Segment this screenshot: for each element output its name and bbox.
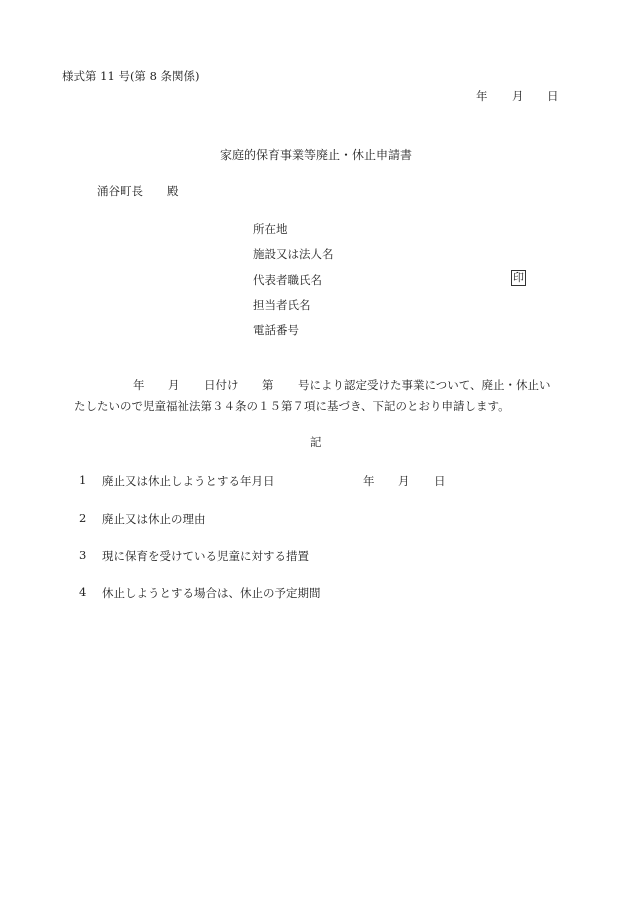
ki-heading: 記 <box>310 435 322 449</box>
document-title: 家庭的保育事業等廃止・休止申請書 <box>220 148 413 162</box>
item-4-text: 休止しようとする場合は、休止の予定期間 <box>102 586 321 600</box>
body-month: 月 <box>168 378 180 392</box>
addressee-honorific: 殿 <box>167 184 179 198</box>
field-phone-label: 電話番号 <box>253 323 299 337</box>
field-facility-name-label: 施設又は法人名 <box>253 247 334 261</box>
item-1-day: 日 <box>434 474 446 488</box>
item-3-text: 現に保育を受けている児童に対する措置 <box>102 549 309 563</box>
item-1-text: 廃止又は休止しようとする年月日 <box>102 474 275 488</box>
item-2-number: 2 <box>79 511 87 525</box>
seal-mark-text: 印 <box>513 271 524 284</box>
body-day-dated: 日付け <box>204 378 239 392</box>
field-address-label: 所在地 <box>253 222 288 236</box>
seal-mark <box>511 270 526 286</box>
item-4-number: 4 <box>79 585 87 599</box>
body-dai: 第 <box>262 378 274 392</box>
date-month: 月 <box>512 89 524 103</box>
date-year: 年 <box>476 89 488 103</box>
item-1-number: 1 <box>79 473 87 487</box>
field-contact-person-label: 担当者氏名 <box>253 298 311 312</box>
form-number: 様式第 11 号(第 8 条関係) <box>62 69 200 83</box>
body-line1-rest: 号により認定受けた事業について、廃止・休止い <box>298 378 551 392</box>
body-year: 年 <box>133 378 145 392</box>
item-1-year: 年 <box>363 474 375 488</box>
addressee-name: 涌谷町長 <box>97 184 143 198</box>
date-day: 日 <box>547 89 559 103</box>
field-representative-label: 代表者職氏名 <box>253 273 322 287</box>
body-line2: たしたいので児童福祉法第３４条の１５第７項に基づき、下記のとおり申請します。 <box>74 399 510 413</box>
item-3-number: 3 <box>79 548 87 562</box>
item-2-text: 廃止又は休止の理由 <box>102 512 206 526</box>
item-1-month: 月 <box>398 474 410 488</box>
